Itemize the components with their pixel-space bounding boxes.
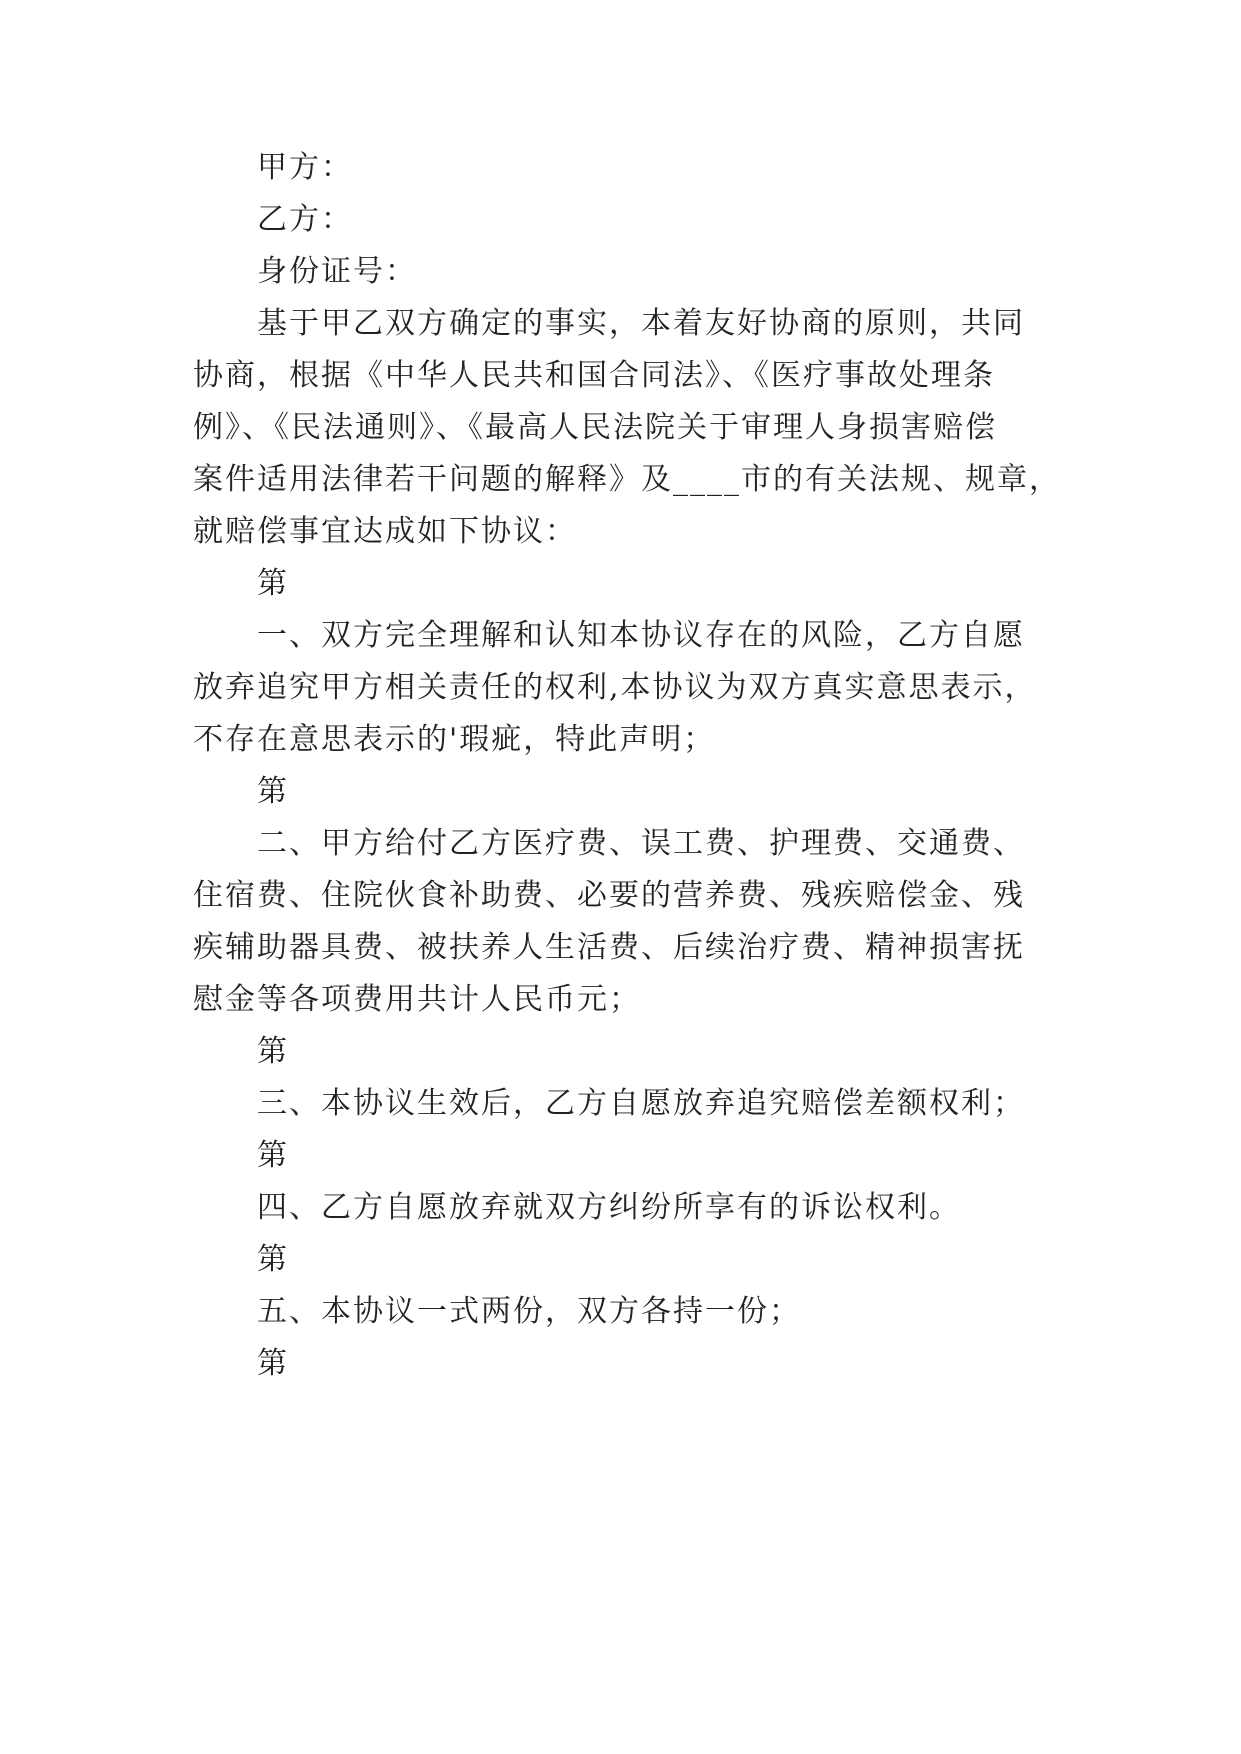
clause2-line: 疾辅助器具费、被扶养人生活费、后续治疗费、精神损害抚 <box>193 930 1025 965</box>
clause3-line: 三、本协议生效后，乙方自愿放弃追究赔偿差额权利； <box>257 1086 1025 1121</box>
party-b-label: 乙方： <box>257 202 353 237</box>
clause4-line: 四、乙方自愿放弃就双方纠纷所享有的诉讼权利。 <box>257 1190 961 1225</box>
clause1-line: 一、双方完全理解和认知本协议存在的风险，乙方自愿 <box>257 618 1025 653</box>
intro-line: 案件适用法律若干问题的解释》及____市的有关法规、规章， <box>193 462 1061 497</box>
party-a-label: 甲方： <box>257 150 353 185</box>
clause-marker: 第 <box>257 774 289 809</box>
clause-marker: 第 <box>257 1138 289 1173</box>
clause1-line: 不存在意思表示的'瑕疵，特此声明； <box>193 722 716 757</box>
clause-marker: 第 <box>257 1034 289 1069</box>
clause-marker: 第 <box>257 566 289 601</box>
clause-marker: 第 <box>257 1346 289 1381</box>
clause1-line: 放弃追究甲方相关责任的权利,本协议为双方真实意思表示， <box>193 670 1037 705</box>
id-number-label: 身份证号： <box>257 254 417 289</box>
intro-line: 基于甲乙双方确定的事实，本着友好协商的原则，共同 <box>257 306 1025 341</box>
clause2-line: 住宿费、住院伙食补助费、必要的营养费、残疾赔偿金、残 <box>193 878 1025 913</box>
clause5-line: 五、本协议一式两份，双方各持一份； <box>257 1294 801 1329</box>
clause2-line: 慰金等各项费用共计人民币元； <box>193 982 641 1017</box>
intro-line: 协商，根据《中华人民共和国合同法》、《医疗事故处理条 <box>193 358 995 393</box>
clause-marker: 第 <box>257 1242 289 1277</box>
clause2-line: 二、甲方给付乙方医疗费、误工费、护理费、交通费、 <box>257 826 1025 861</box>
intro-line: 就赔偿事宜达成如下协议： <box>193 514 577 549</box>
intro-line: 例》、《民法通则》、《最高人民法院关于审理人身损害赔偿 <box>193 410 997 445</box>
